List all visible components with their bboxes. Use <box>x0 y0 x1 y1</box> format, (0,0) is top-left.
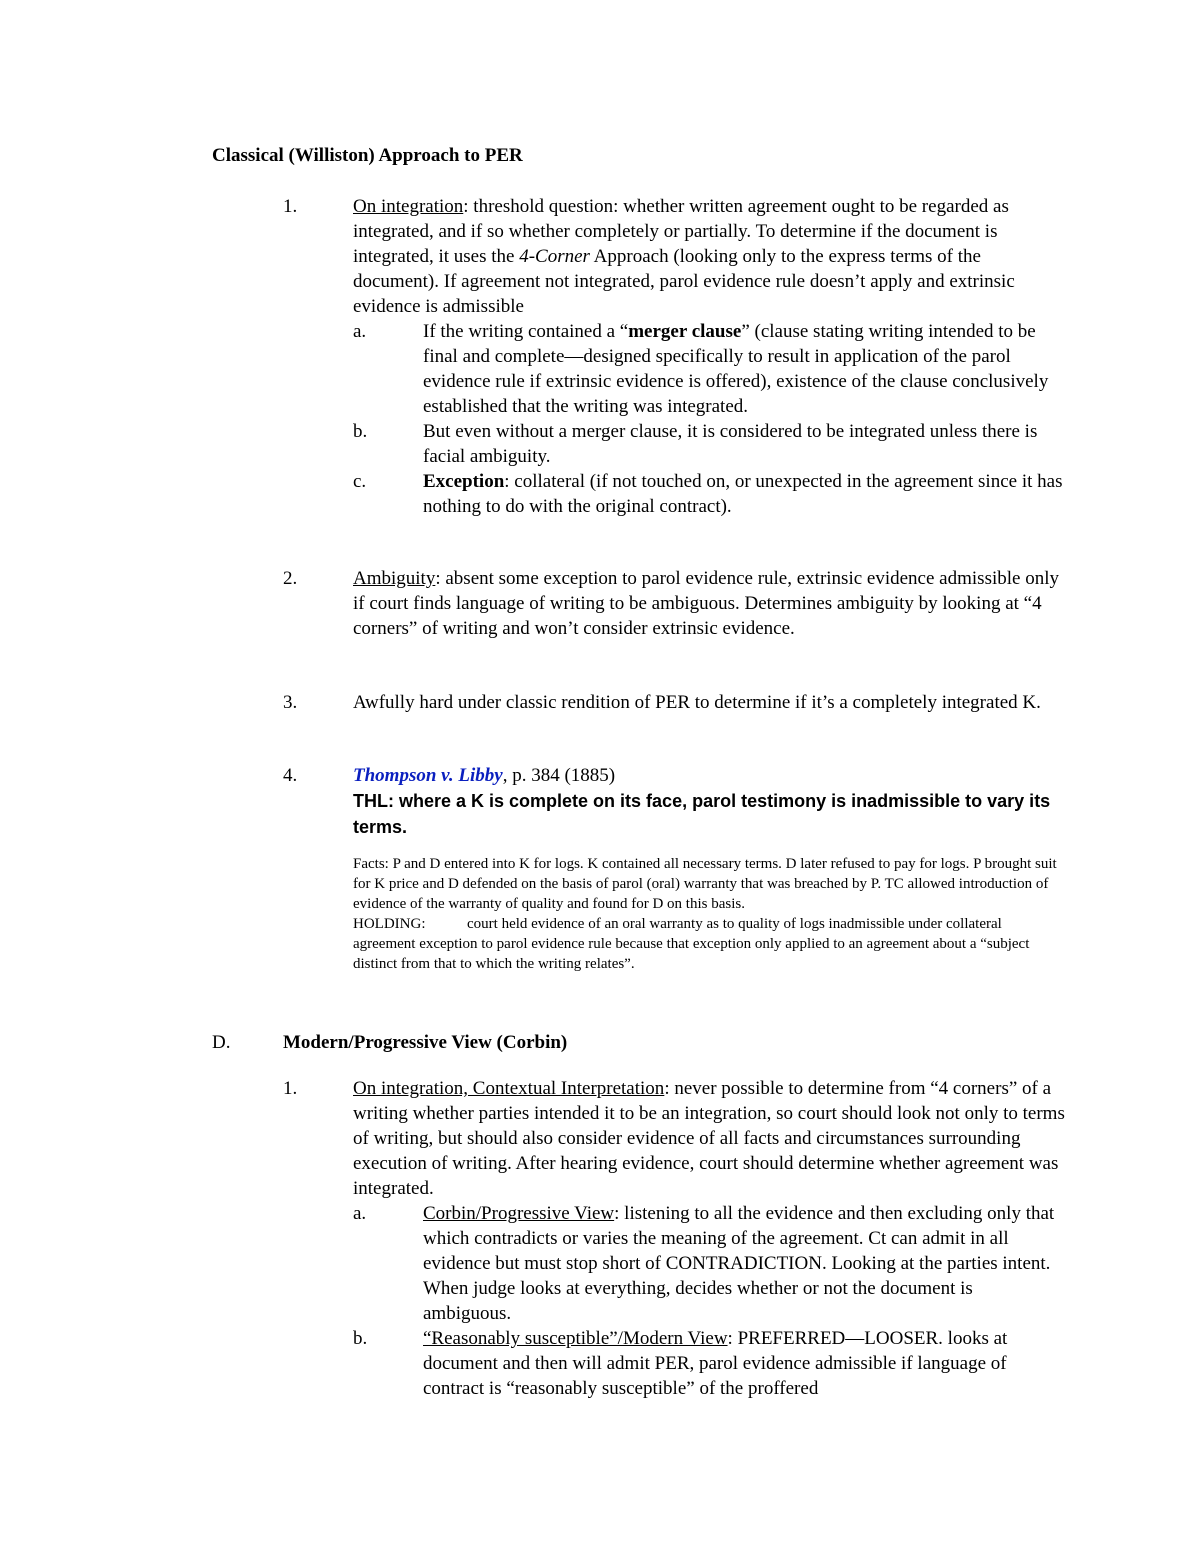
list-number: 1. <box>283 196 298 217</box>
sub-item-text: But even without a merger clause, it is considered to be integrated unless there is facial ambiguity. <box>423 421 1038 467</box>
list-number: 4. <box>283 765 298 786</box>
section-letter: D. <box>212 1032 231 1053</box>
bold-term: Exception <box>423 471 505 492</box>
sub-item-text: : PREFERRED—LOOSER. looks at document and then will admit PER, parol evidence admissible if language of contract is “reasonably susceptible” of the proffered <box>423 1328 1008 1399</box>
case-citation <box>353 763 1065 788</box>
paragraph-text: : absent some exception to parol evidence rule, extrinsic evidence admissible only if court finds language of writing to be ambiguous. Determines ambiguity by looking at “4 corners” of writing and won’t consider extrinsic evidence. <box>353 568 1059 639</box>
paragraph <box>353 1076 1065 1201</box>
paragraph <box>353 194 1065 319</box>
paragraph-text: : never possible to determine from “4 corners” of a writing whether parties intended it to be an integration, so court should look not only to terms of writing, but should also consider evidence of all facts and circumstances surrounding execution of writing. After hearing evidence, court should determine whether agreement was integrated. <box>353 1078 1065 1199</box>
sub-item-letter: a. <box>353 321 367 342</box>
term-label: Corbin/Progressive View <box>423 1203 615 1224</box>
list-number: 2. <box>283 568 298 589</box>
sub-item-letter: b. <box>353 421 368 442</box>
case-facts: Facts: P and D entered into K for logs. K contained all necessary terms. D later refused to pay for logs. P brought suit for K price and D defended on the basis of parol (oral) warranty that was breached by P. TC allowed introduction of evidence of the warranty of quality and found for D on this basis. <box>353 856 1057 912</box>
sub-item-text: ” (clause stating writing intended to be final and complete—designed specifically to result in application of the parol evidence rule if extrinsic evidence is offered), existence of the clause conclusively established that the writing was integrated. <box>423 321 1049 417</box>
list-item-body <box>353 763 1065 974</box>
case-holding <box>353 914 1065 974</box>
citation-text: , p. 384 (1885) <box>502 765 616 786</box>
term-label: Ambiguity <box>353 568 436 589</box>
paragraph-text: : threshold question: whether written agreement ought to be regarded as integrated, and if so whether completely or partially. To determine if the document is integrated, it uses the <box>353 196 1009 267</box>
sub-item-text: : collateral (if not touched on, or unexpected in the agreement since it has nothing to do with the original contract). <box>423 471 1063 517</box>
section-heading: Classical (Williston) Approach to PER <box>212 145 523 166</box>
thl-statement: THL: where a K is complete on its face, parol testimony is inadmissible to vary its terms. <box>353 791 1051 837</box>
holding-text: court held evidence of an oral warranty as to quality of logs inadmissible under collateral agreement exception to parol evidence rule because that exception only applied to an agreement about a “subject distinct from that to which the writing relates”. <box>353 916 1030 972</box>
sub-item-c <box>353 469 1065 519</box>
sub-item-text: : listening to all the evidence and then excluding only that which contradicts or varies the meaning of the agreement. Ct can admit in all evidence but must stop short of CONTRADICTION. Looking at the parties intent. When judge looks at everything, decides whether or not the document is ambiguous. <box>423 1203 1055 1324</box>
emphasis-text: 4-Corner <box>519 246 590 267</box>
paragraph-text: Approach (looking only to the express terms of the document). If agreement not integrated, parol evidence rule doesn’t apply and extrinsic evidence is admissible <box>353 246 1015 317</box>
list-number: 1. <box>283 1078 298 1099</box>
section-title: Modern/Progressive View (Corbin) <box>283 1032 568 1053</box>
sub-item-b <box>353 419 1065 469</box>
sub-item-a <box>353 319 1065 419</box>
sub-item-letter: b. <box>353 1328 368 1349</box>
list-item-body <box>353 566 1065 641</box>
term-label: “Reasonably susceptible”/Modern View <box>423 1328 728 1349</box>
list-item-body <box>353 194 1065 519</box>
term-label: On integration <box>353 196 464 217</box>
case-name-link[interactable]: Thompson v. Libby <box>353 765 503 786</box>
sub-item-letter: a. <box>353 1203 367 1224</box>
holding-label: HOLDING: <box>353 916 426 932</box>
sub-item-text: If the writing contained a “ <box>423 321 629 342</box>
bold-term: merger clause <box>628 321 742 342</box>
list-item-body: Awfully hard under classic rendition of PER to determine if it’s a completely integrated K. <box>353 692 1041 713</box>
sub-item-a <box>353 1201 1065 1326</box>
sub-item-b <box>353 1326 1065 1401</box>
term-label: On integration, Contextual Interpretation <box>353 1078 665 1099</box>
list-number: 3. <box>283 692 298 713</box>
sub-item-letter: c. <box>353 471 367 492</box>
list-item-body <box>353 1076 1065 1401</box>
